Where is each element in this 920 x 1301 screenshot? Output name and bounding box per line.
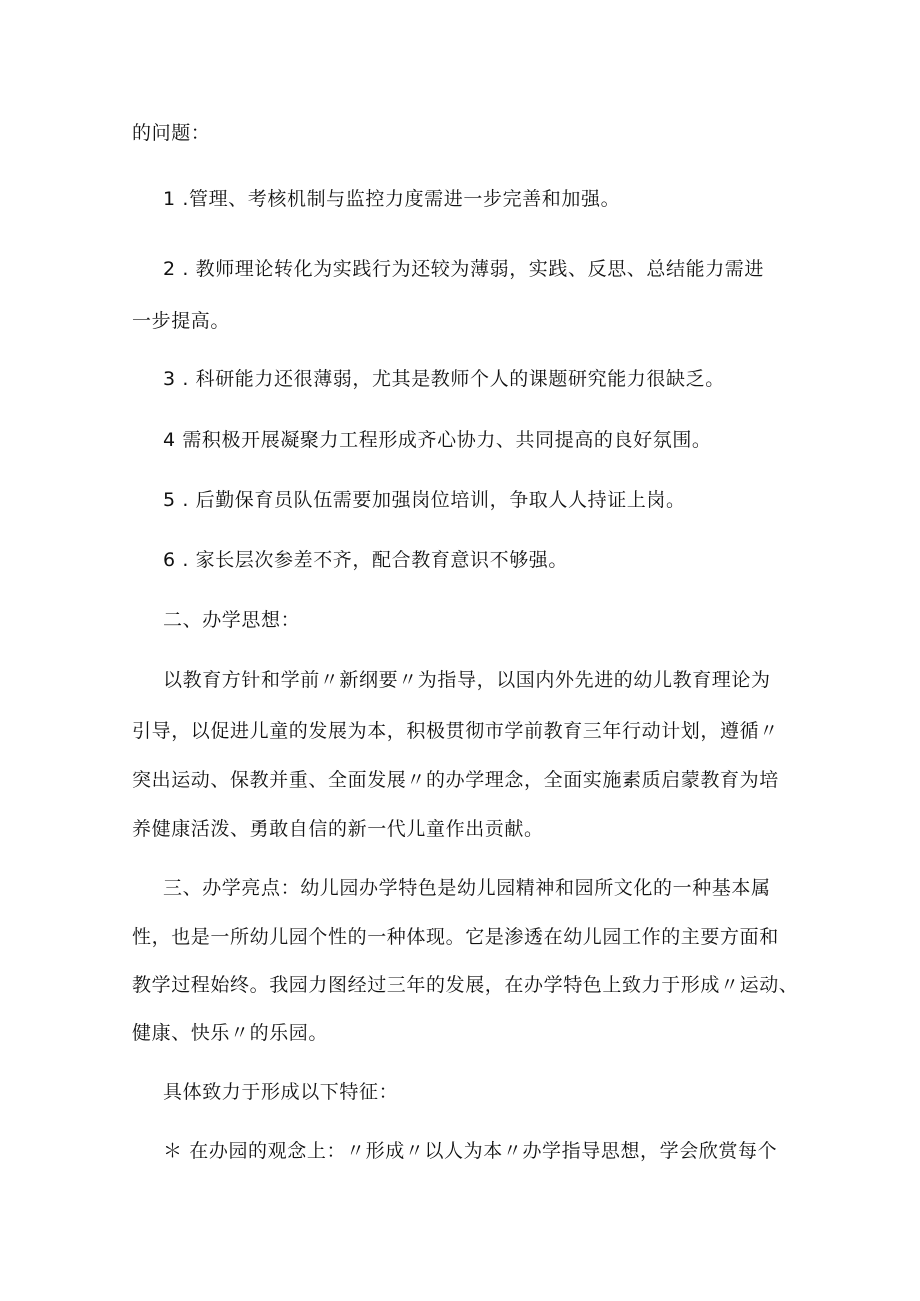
text-line-features-intro: 具体致力于形成以下特征： bbox=[163, 1081, 399, 1103]
paragraph-philosophy-line-4: 养健康活泼、勇敢自信的新一代儿童作出贡献。 bbox=[132, 818, 544, 840]
text-line-item-5: 5 . 后勤保育员队伍需要加强岗位培训，争取人人持证上岗。 bbox=[163, 489, 686, 511]
text-line-item-2-cont: 一步提高。 bbox=[132, 310, 231, 332]
text-line-item-6: 6 . 家长层次参差不齐，配合教育意识不够强。 bbox=[163, 549, 569, 571]
paragraph-highlights-line-3: 教学过程始终。我园力图经过三年的发展，在办学特色上致力于形成〃运动、 bbox=[132, 974, 799, 996]
paragraph-philosophy-line-3: 突出运动、保教并重、全面发展〃的办学理念，全面实施素质启蒙教育为培 bbox=[132, 769, 779, 791]
paragraph-highlights-line-4: 健康、快乐〃的乐园。 bbox=[132, 1022, 329, 1044]
text-line-item-4: 4 需积极开展凝聚力工程形成齐心协力、共同提高的良好氛围。 bbox=[163, 429, 712, 451]
text-line-feature-concept: ＊ 在办园的观念上：〃形成〃以人为本〃办学指导思想，学会欣赏每个 bbox=[163, 1140, 778, 1162]
paragraph-philosophy-line-1: 以教育方针和学前〃新纲要〃为指导，以国内外先进的幼儿教育理论为 bbox=[163, 669, 771, 691]
text-line-item-3: 3 . 科研能力还很薄弱，尤其是教师个人的课题研究能力很缺乏。 bbox=[163, 368, 725, 390]
paragraph-highlights-line-2: 性，也是一所幼儿园个性的一种体现。它是渗透在幼儿园工作的主要方面和 bbox=[132, 926, 779, 948]
text-line-problem-heading-tail: 的问题： bbox=[132, 122, 211, 144]
text-line-item-1: 1 .管理、考核机制与监控力度需进一步完善和加强。 bbox=[163, 188, 621, 210]
paragraph-highlights-line-1: 三、办学亮点：幼儿园办学特色是幼儿园精神和园所文化的一种基本属 bbox=[163, 877, 771, 899]
section-heading-philosophy: 二、办学思想： bbox=[163, 609, 301, 631]
paragraph-philosophy-line-2: 引导，以促进儿童的发展为本，积极贯彻市学前教育三年行动计划，遵循〃 bbox=[132, 720, 779, 742]
text-line-item-2: 2 . 教师理论转化为实践行为还较为薄弱，实践、反思、总结能力需进 bbox=[163, 258, 765, 280]
